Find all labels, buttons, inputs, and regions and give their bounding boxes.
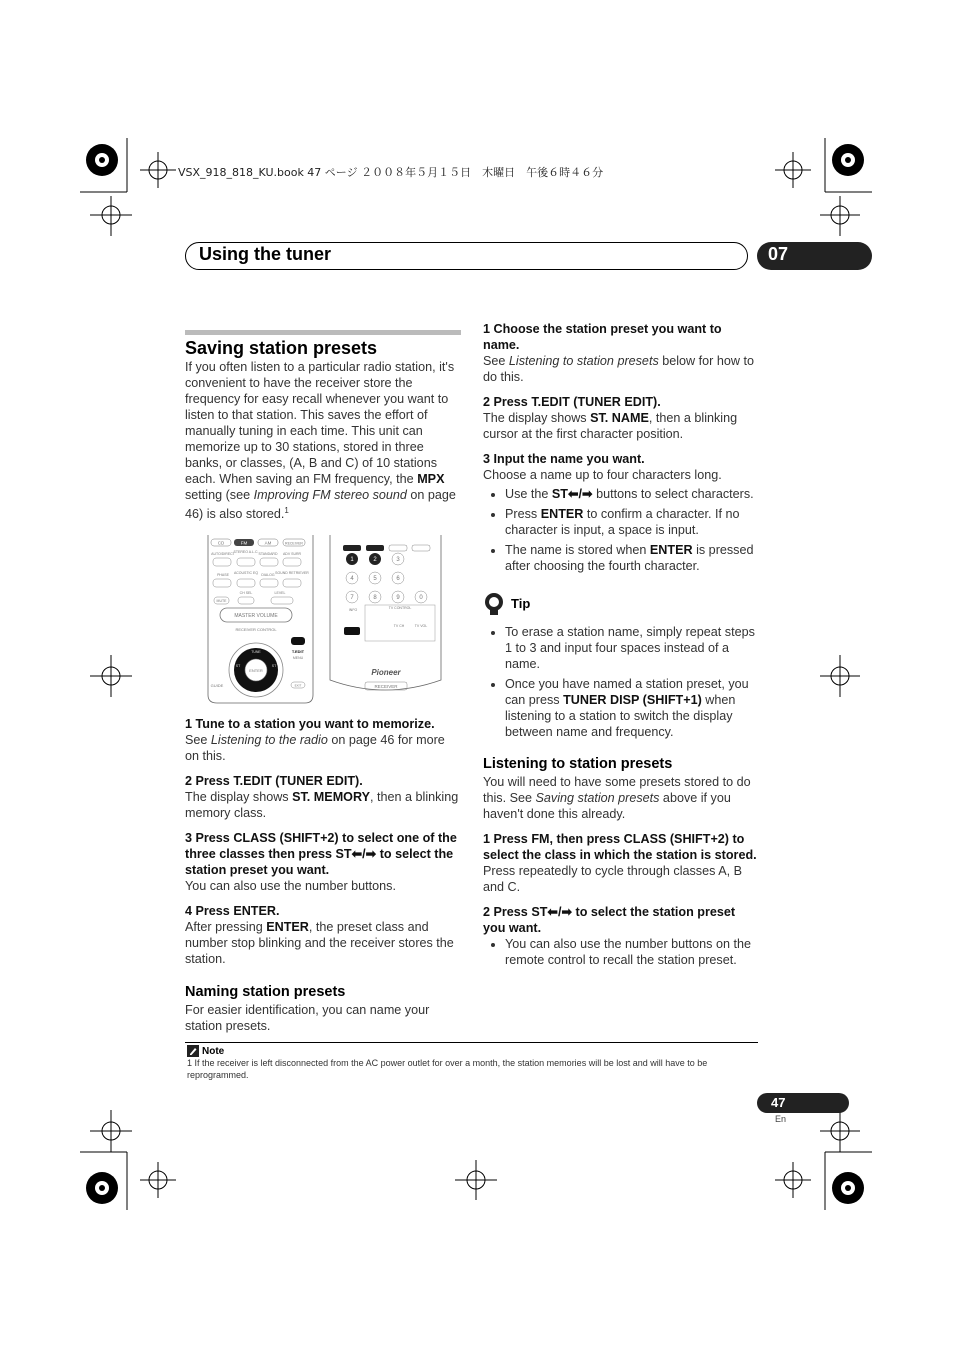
tip-label: Tip — [511, 596, 531, 611]
naming-step-1-heading: 1 Choose the station preset you want to name. — [483, 322, 722, 352]
btn-am-label: AM — [264, 540, 272, 546]
num-4: 4 — [350, 576, 354, 582]
chapter-number: 07 — [768, 244, 789, 264]
btn-fm-label: FM — [240, 540, 248, 546]
page-number: 47 — [771, 1095, 786, 1110]
naming-step-3-heading: 3 Input the name you want. — [483, 452, 645, 466]
page-title: Using the tuner — [199, 244, 332, 264]
listening-step-1-body: Press repeatedly to cycle through classes A, B and C. — [483, 864, 743, 894]
naming-step-2-heading: 2 Press T.EDIT (TUNER EDIT). — [483, 395, 661, 409]
note-label: Note — [202, 1045, 225, 1057]
step-4-heading: 4 Press ENTER. — [185, 904, 280, 918]
pioneer-logo: Pioneer — [371, 668, 401, 677]
btn-receiver-label: RECEIVER — [285, 541, 303, 546]
tv-control-label: TV CONTROL — [388, 606, 412, 610]
tip-bullets — [483, 624, 759, 740]
listening-body: You will need to have some presets stored to do this. See Saving station presets above if you haven't done this already. — [483, 775, 751, 821]
remote-control-illustration — [205, 535, 445, 705]
list-item: • Use the ST⬅/➡ buttons to select characters. — [505, 486, 759, 502]
tedit-label: T.EDIT — [291, 649, 305, 654]
ch-sel-label: CH SEL — [239, 591, 253, 595]
enter-label: ENTER — [249, 668, 263, 673]
menu-label: MENU — [292, 656, 304, 660]
naming-bullets — [483, 486, 759, 574]
section-title-listening: Listening to station presets — [483, 756, 673, 772]
standard-label: STANDARD — [258, 552, 278, 556]
list-item: • You can also use the number buttons on the remote control to recall the station preset. — [505, 936, 759, 968]
num-0: 0 — [419, 595, 423, 601]
left-column-steps — [185, 716, 461, 1034]
step-2-heading: 2 Press T.EDIT (TUNER EDIT). — [185, 774, 363, 788]
num-6: 6 — [396, 576, 400, 582]
section-title-saving: Saving station presets — [185, 338, 378, 358]
adv-surr-label: ADV SURR — [282, 552, 302, 556]
num-1: 1 — [350, 557, 354, 563]
naming-step-1-body: See Listening to station presets below for how to do this. — [483, 354, 754, 384]
step-2-body: The display shows ST. MEMORY, then a blinking memory class. — [185, 790, 459, 820]
page-language: En — [775, 1114, 787, 1124]
listening-step-2-heading: 2 Press ST⬅/➡ to select the station preset you want. — [483, 905, 736, 935]
num-9: 9 — [396, 595, 400, 601]
info-label: INFO — [348, 608, 358, 612]
listening-step-1-heading: 1 Press FM, then press CLASS (SHIFT+2) to select the class in which the station is stored. — [483, 832, 757, 862]
list-item: • Press ENTER to confirm a character. If no character is input, a space is input. — [505, 506, 759, 538]
num-7: 7 — [350, 595, 354, 601]
num-3: 3 — [396, 557, 400, 563]
phase-label: PHASE — [217, 573, 229, 577]
acoustic-eq-label: ACOUSTIC EQ — [233, 571, 259, 575]
naming-step-3-body: Choose a name up to four characters long. — [483, 468, 722, 482]
footnote-text: 1 If the receiver is left disconnected from the AC power outlet for over a month, the station memories will be lost and will have to be reprogrammed. — [187, 1058, 708, 1080]
master-volume-label: MASTER VOLUME — [234, 613, 278, 619]
naming-step-2-body: The display shows ST. NAME, then a blinking cursor at the first character position. — [483, 411, 738, 441]
left-column-top — [185, 340, 461, 522]
num-8: 8 — [373, 595, 377, 601]
dialog-label: DIALOG — [261, 573, 275, 577]
right-column — [483, 321, 759, 972]
print-info-line: VSX_918_818_KU.book 47 ページ ２００８年５月１５日 木曜日 午後６時４６分 — [178, 166, 604, 179]
receiver-button-label: RECEIVER — [374, 684, 398, 689]
footnote-ref: 1 — [284, 506, 289, 515]
num-5: 5 — [373, 576, 377, 582]
st-right-label: ST — [271, 664, 277, 668]
step-4-body: After pressing ENTER, the preset class and number stop blinking and the receiver stores the station. — [185, 920, 454, 966]
step-3-body: You can also use the number buttons. — [185, 879, 396, 893]
guide-label: GUIDE — [210, 683, 224, 688]
note-heading — [187, 1045, 224, 1057]
naming-body: For easier identification, you can name your station presets. — [185, 1003, 430, 1033]
step-1-heading: 1 Tune to a station you want to memorize. — [185, 717, 435, 731]
mute-label: MUTE — [216, 599, 227, 603]
listening-bullets — [483, 936, 759, 968]
exit-label: EXIT — [294, 683, 302, 688]
intro-paragraph: If you often listen to a particular radio station, it's convenient to have the receiver store the frequency for easy recall whenever you want to listen to that station. This saves the effort of manually tuning in each time. This unit can memorize up to 30 stations, stored in three banks, or classes, (A, B and C) of 10 stations each. When saving an FM frequency, the MPX setting (see Improving FM stereo sound on page 46) is also stored.$^1$ — [185, 360, 456, 522]
list-item: • Once you have named a station preset, you can press TUNER DISP (SHIFT+1) when listening to a station to switch the display between name and frequency. — [505, 676, 759, 740]
section-title-naming: Naming station presets — [185, 984, 346, 1000]
section-rule — [185, 330, 461, 335]
list-item: • The name is stored when ENTER is pressed after choosing the fourth character. — [505, 542, 759, 574]
list-item: • To erase a station name, simply repeat steps 1 to 3 and input four spaces instead of a name. — [505, 624, 759, 672]
note-divider — [185, 1042, 758, 1043]
lightbulb-icon — [483, 592, 505, 616]
st-left-label: ST — [235, 664, 241, 668]
stereo-alc-label: STEREO A.L.C. — [233, 550, 259, 554]
btn-cd-label: CD — [217, 540, 225, 546]
receiver-control-label: RECEIVER CONTROL — [235, 627, 277, 632]
tv-vol-label: TV VOL — [414, 624, 428, 628]
tv-ch-label: TV CH — [393, 624, 405, 628]
pencil-note-icon — [187, 1045, 199, 1057]
sound-retriever-label: SOUND RETRIEVER — [275, 571, 309, 575]
step-3-heading: 3 Press CLASS (SHIFT+2) to select one of the three classes then press ST⬅/➡ to select the station preset you want. — [185, 831, 457, 877]
step-1-body: See Listening to the radio on page 46 for more on this. — [185, 733, 445, 763]
level-label: LEVEL — [274, 591, 286, 595]
num-2: 2 — [373, 557, 377, 563]
auto-direct-label: AUTO/DIRECT — [211, 552, 235, 556]
tune-label: TUNE — [251, 650, 261, 654]
tip-heading — [483, 592, 759, 616]
